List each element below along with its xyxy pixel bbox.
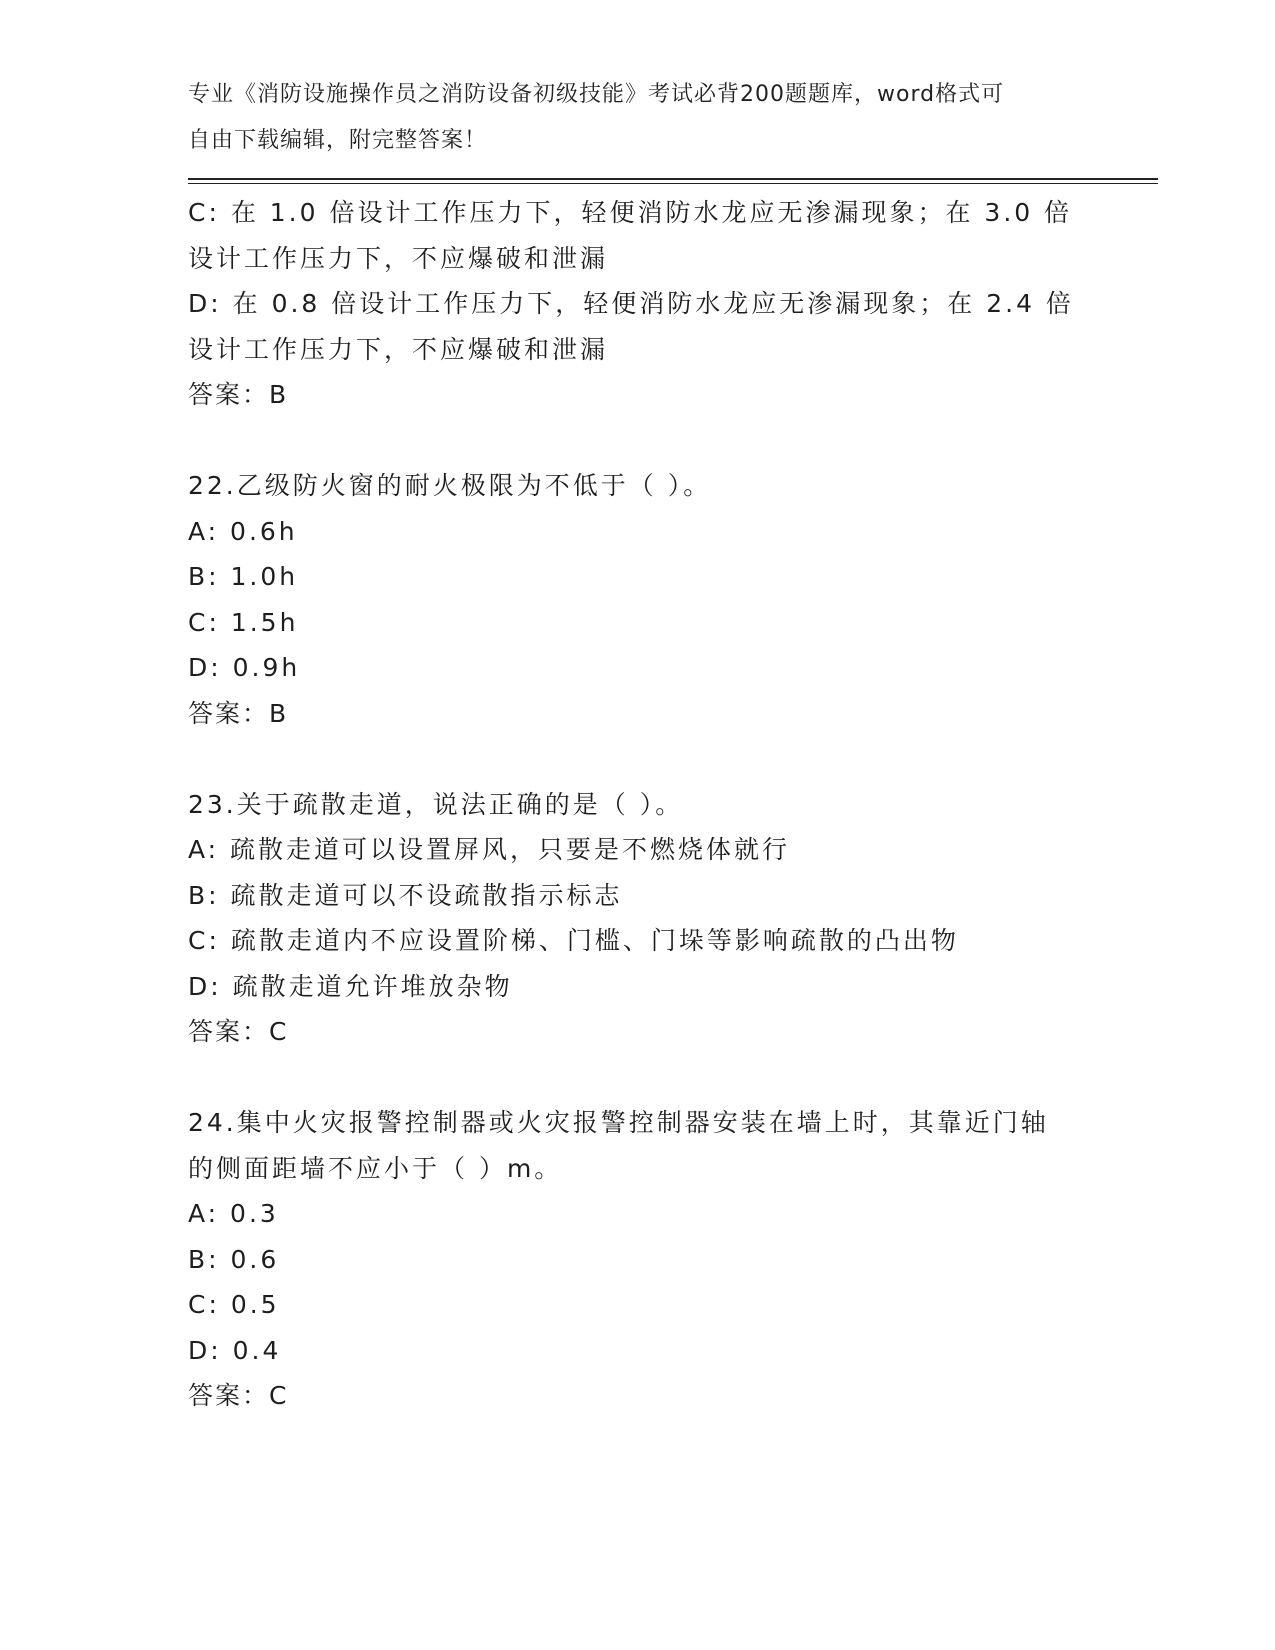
- header-line-1: 专业《消防设施操作员之消防设备初级技能》考试必背200题题库，word格式可: [188, 82, 1005, 107]
- option-d: D: 0.9h: [188, 653, 301, 682]
- option-a: A: 疏散走道可以设置屏风，只要是不燃烧体就行: [188, 835, 791, 864]
- spacer: [188, 736, 1138, 782]
- header-rule-thin: [188, 183, 1158, 184]
- question-stem: 22.乙级防火窗的耐火极限为不低于（ ）。: [188, 471, 712, 500]
- question-24: [188, 1100, 1138, 1419]
- option-b: B: 0.6: [188, 1244, 280, 1274]
- spacer: [188, 418, 1138, 464]
- question-stem: 23.关于疏散走道，说法正确的是（ ）。: [188, 789, 684, 819]
- spacer: [188, 1055, 1138, 1101]
- header-line-2: 自由下载编辑，附完整答案！: [188, 127, 488, 153]
- option-c: C: 1.5h: [188, 607, 299, 637]
- option-d: D: 0.4: [188, 1335, 282, 1365]
- answer-line: 答案：B: [188, 380, 289, 409]
- option-c-line-2: 设计工作压力下，不应爆破和泄漏: [188, 243, 609, 273]
- header-rule-thick: [188, 178, 1158, 180]
- question-23: [188, 782, 1138, 1055]
- option-c: C: 疏散走道内不应设置阶梯、门槛、门垛等影响疏散的凸出物: [188, 926, 959, 955]
- question-stem-line-1: 24.集中火灾报警控制器或火灾报警控制器安装在墙上时，其靠近门轴: [188, 1108, 1049, 1137]
- option-d: D: 疏散走道允许堆放杂物: [188, 971, 513, 1001]
- option-b: B: 疏散走道可以不设疏散指示标志: [188, 880, 623, 910]
- document-body: [188, 190, 1138, 1419]
- option-a: A: 0.6h: [188, 516, 298, 546]
- answer-line: 答案：C: [188, 1381, 289, 1410]
- option-d-line-1: D: 在 0.8 倍设计工作压力下，轻便消防水龙应无渗漏现象；在 2.4 倍: [188, 289, 1074, 318]
- option-c-line-1: C: 在 1.0 倍设计工作压力下，轻便消防水龙应无渗漏现象；在 3.0 倍: [188, 198, 1073, 227]
- option-d-line-2: 设计工作压力下，不应爆破和泄漏: [188, 334, 609, 364]
- option-b: B: 1.0h: [188, 562, 299, 591]
- question-stem-line-2: 的侧面距墙不应小于（ ）m。: [188, 1153, 563, 1183]
- question-21-continued: [188, 190, 1138, 418]
- document-header: [188, 72, 1088, 163]
- option-c: C: 0.5: [188, 1290, 280, 1319]
- answer-line: 答案：C: [188, 1017, 289, 1046]
- option-a: A: 0.3: [188, 1199, 279, 1228]
- answer-line: 答案：B: [188, 698, 289, 728]
- question-22: [188, 463, 1138, 736]
